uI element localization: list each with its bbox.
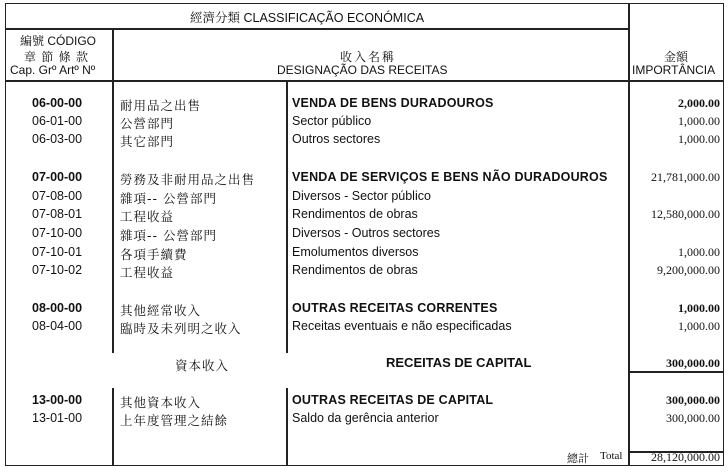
row-code: 06-00-00	[32, 96, 83, 110]
row-name-pt: OUTRAS RECEITAS CORRENTES	[292, 301, 498, 315]
code-title: 編號 CÓDIGO	[20, 34, 97, 48]
capital-amount: 300,000.00	[666, 356, 720, 370]
row-amount: 2,000.00	[678, 96, 720, 110]
row-name-cn: 各項手續費	[120, 247, 188, 262]
row-amount: 1,000.00	[678, 132, 720, 146]
row-name-cn: 臨時及未列明之收入	[120, 321, 242, 336]
row-name-pt: VENDA DE BENS DURADOUROS	[292, 96, 494, 110]
row-amount: 300,000.00	[666, 411, 720, 425]
row-amount: 1,000.00	[678, 114, 720, 128]
row-name-cn: 其他資本收入	[120, 395, 202, 410]
row-amount: 1,000.00	[678, 245, 720, 259]
code-column-divider-lower	[112, 388, 114, 466]
capital-title-cn: 資本收入	[175, 358, 230, 373]
capital-amount-rule	[628, 371, 724, 373]
row-amount: 300,000.00	[666, 393, 720, 407]
code-subtitle-pt: Cap. Grº Artº Nº	[10, 63, 96, 77]
row-code: 13-01-00	[32, 411, 83, 425]
row-name-cn: 耐用品之出售	[120, 98, 202, 113]
amount-column-divider	[628, 3, 630, 466]
row-code: 06-01-00	[32, 114, 83, 128]
row-code: 08-00-00	[32, 301, 83, 315]
row-name-pt: Receitas eventuais e não especificadas	[292, 319, 512, 333]
row-amount: 9,200,000.00	[657, 263, 720, 277]
row-code: 07-08-01	[32, 207, 83, 221]
row-code: 07-08-00	[32, 189, 83, 203]
row-name-pt: Diversos - Outros sectores	[292, 226, 440, 240]
row-code: 07-10-00	[32, 226, 83, 240]
row-name-cn: 勞務及非耐用品之出售	[120, 172, 256, 187]
row-name-pt: Emolumentos diversos	[292, 245, 419, 259]
classification-header: 經濟分類 CLASSIFICAÇÃO ECONÓMICA	[190, 11, 425, 25]
row-code: 07-00-00	[32, 170, 83, 184]
row-name-cn: 雜項-- 公營部門	[120, 228, 217, 243]
cn-column-divider-lower	[286, 388, 288, 466]
row-code: 13-00-00	[32, 393, 83, 407]
row-code: 07-10-01	[32, 245, 83, 259]
total-label-cn: 總計	[567, 452, 589, 465]
row-name-pt: Saldo da gerência anterior	[292, 411, 439, 425]
row-code: 08-04-00	[32, 319, 83, 333]
row-amount: 12,580,000.00	[651, 207, 720, 221]
capital-title-pt: RECEITAS DE CAPITAL	[386, 355, 532, 370]
designation-title-pt: DESIGNAÇÃO DAS RECEITAS	[277, 63, 448, 77]
row-amount: 21,781,000.00	[651, 170, 720, 184]
designation-title-cn: 收入名稱	[340, 50, 397, 64]
amount-title-pt: IMPORTÂNCIA	[632, 63, 716, 77]
row-code: 06-03-00	[32, 132, 83, 146]
row-name-pt: VENDA DE SERVIÇOS E BENS NÃO DURADOUROS	[292, 170, 608, 184]
row-name-cn: 工程收益	[120, 265, 175, 280]
row-name-cn: 工程收益	[120, 209, 175, 224]
row-code: 07-10-02	[32, 263, 83, 277]
header-rule-top	[5, 28, 628, 30]
row-name-cn: 公營部門	[120, 116, 175, 131]
row-name-pt: Sector público	[292, 114, 372, 128]
code-subtitle-cn: 章 節 條 款	[24, 50, 90, 64]
row-name-cn: 雜項-- 公營部門	[120, 191, 217, 206]
code-column-divider	[112, 28, 114, 353]
row-name-pt: Outros sectores	[292, 132, 381, 146]
row-name-cn: 上年度管理之結餘	[120, 413, 229, 428]
amount-title-cn: 金額	[664, 50, 689, 64]
row-name-pt: Rendimentos de obras	[292, 207, 418, 221]
row-amount: 1,000.00	[678, 301, 720, 315]
row-name-cn: 其它部門	[120, 134, 175, 149]
cn-column-divider	[286, 80, 288, 353]
row-name-pt: Rendimentos de obras	[292, 263, 418, 277]
total-amount: 28,120,000.00	[651, 450, 720, 464]
row-amount: 1,000.00	[678, 319, 720, 333]
row-name-pt: Diversos - Sector público	[292, 189, 431, 203]
total-label-pt: Total	[600, 450, 623, 462]
row-name-cn: 其他經常收入	[120, 303, 202, 318]
row-name-pt: OUTRAS RECEITAS DE CAPITAL	[292, 393, 494, 407]
